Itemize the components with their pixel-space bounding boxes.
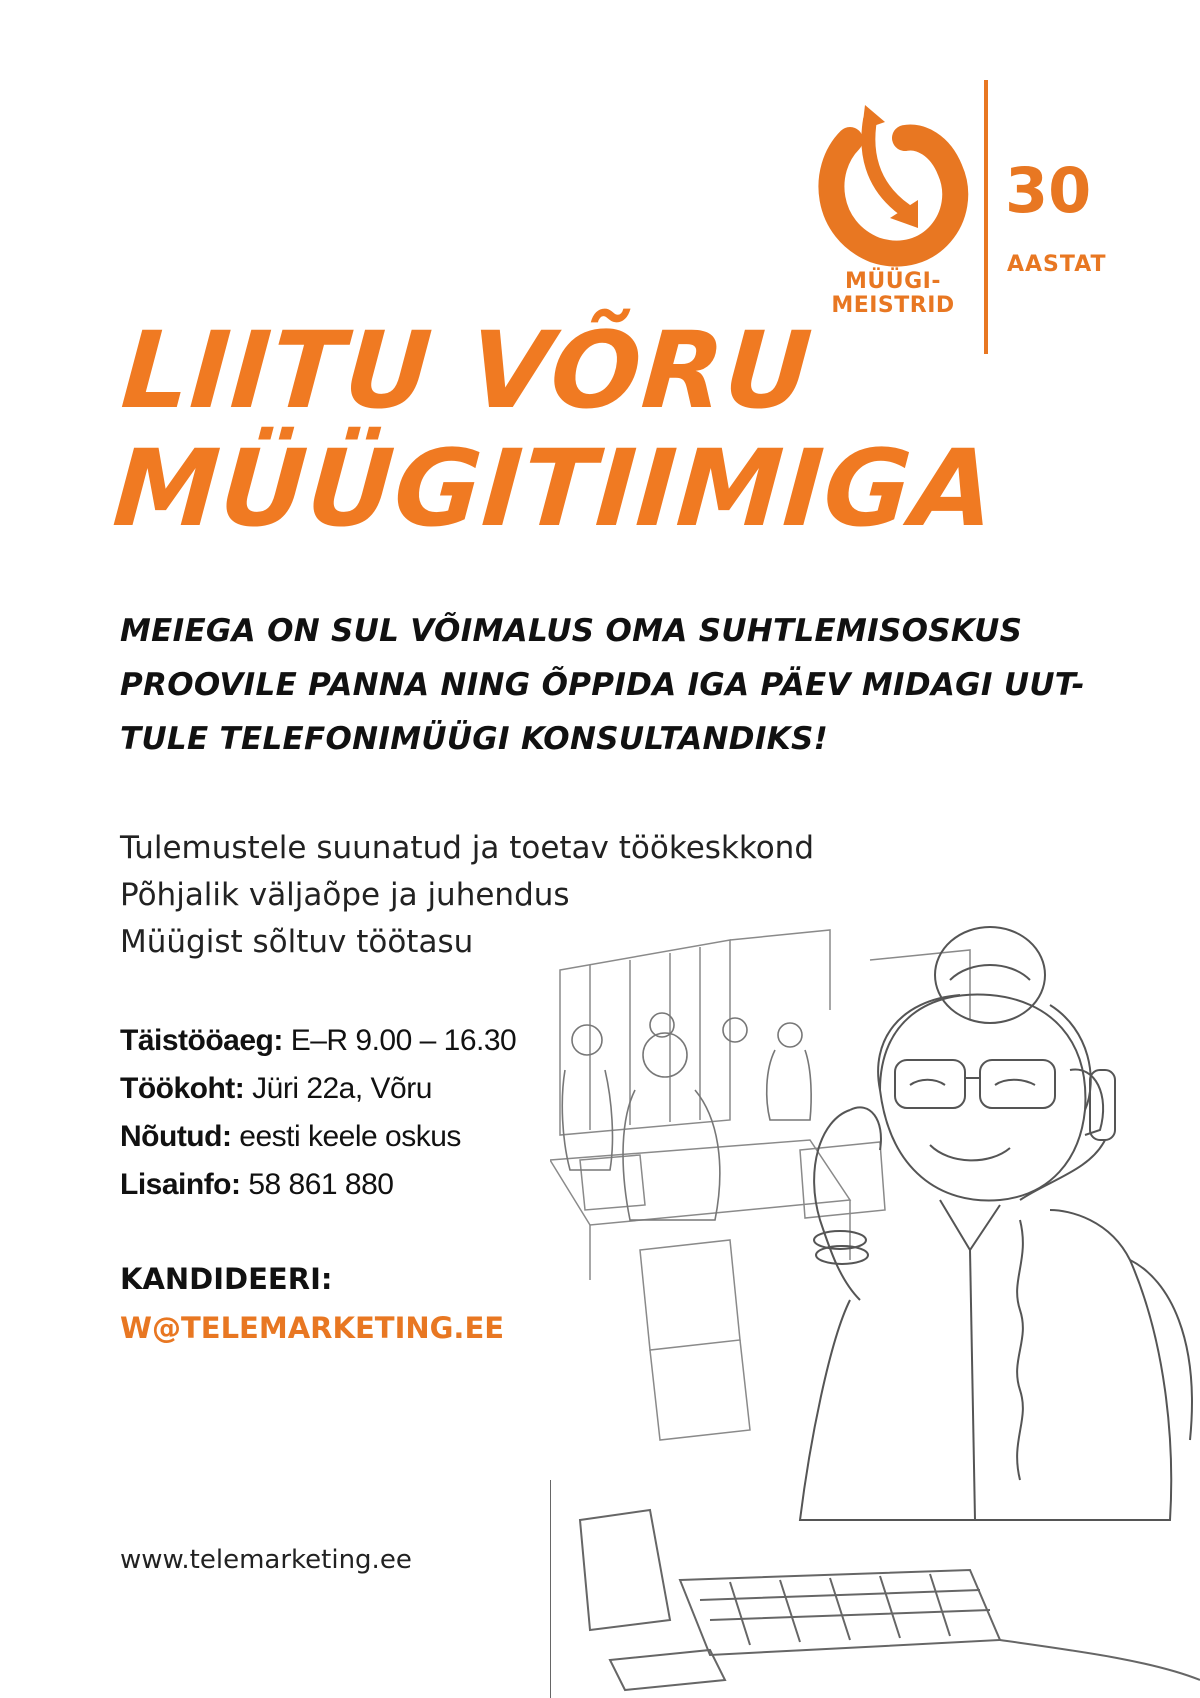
detail-label: Lisainfo: bbox=[120, 1168, 241, 1201]
headline-line2: MÜÜGITIIMIGA bbox=[109, 427, 1000, 550]
logo-divider bbox=[984, 80, 988, 354]
detail-value: E–R 9.00 – 16.30 bbox=[290, 1024, 517, 1057]
detail-label: Nõutud: bbox=[120, 1120, 232, 1153]
detail-value: 58 861 880 bbox=[248, 1168, 394, 1201]
detail-info bbox=[120, 1161, 516, 1209]
headline bbox=[109, 309, 1000, 550]
detail-label: Täistööaeg: bbox=[120, 1024, 283, 1057]
benefit-item: Põhjalik väljaõpe ja juhendus bbox=[120, 877, 570, 913]
logo-brand-name bbox=[828, 270, 958, 318]
website-link[interactable]: www.telemarketing.ee bbox=[120, 1545, 412, 1575]
detail-value: eesti keele oskus bbox=[239, 1120, 461, 1153]
detail-location bbox=[120, 1065, 516, 1113]
logo-years-label: AASTAT bbox=[1007, 252, 1107, 277]
job-details bbox=[120, 1017, 516, 1209]
detail-worktime bbox=[120, 1017, 516, 1065]
detail-label: Töökoht: bbox=[120, 1072, 245, 1105]
intro-text bbox=[120, 604, 1085, 766]
logo-brand-line2: MEISTRID bbox=[831, 293, 955, 318]
logo-years-number: 30 bbox=[1005, 154, 1092, 227]
call-center-sketch-illustration bbox=[550, 920, 1200, 1698]
intro-line2: PROOVILE PANNA NING ÕPPIDA IGA PÄEV MIDAGI UUT- bbox=[120, 667, 1085, 703]
intro-line3: TULE TELEFONIMÜÜGI KONSULTANDIKS! bbox=[120, 721, 829, 757]
swirl-arrow-icon bbox=[810, 100, 970, 270]
logo-brand-line1: MÜÜGI- bbox=[845, 269, 941, 294]
apply-label: KANDIDEERI: bbox=[120, 1262, 333, 1296]
detail-requirements bbox=[120, 1113, 516, 1161]
benefit-item: Müügist sõltuv töötasu bbox=[120, 924, 474, 960]
headline-line1: LIITU VÕRU bbox=[117, 309, 817, 432]
benefit-item: Tulemustele suunatud ja toetav töökeskkond bbox=[120, 830, 815, 866]
intro-line1: MEIEGA ON SUL VÕIMALUS OMA SUHTLEMISOSKUS bbox=[120, 613, 1023, 649]
detail-value: Jüri 22a, Võru bbox=[252, 1072, 432, 1105]
apply-email-link[interactable]: W@TELEMARKETING.EE bbox=[120, 1311, 505, 1345]
